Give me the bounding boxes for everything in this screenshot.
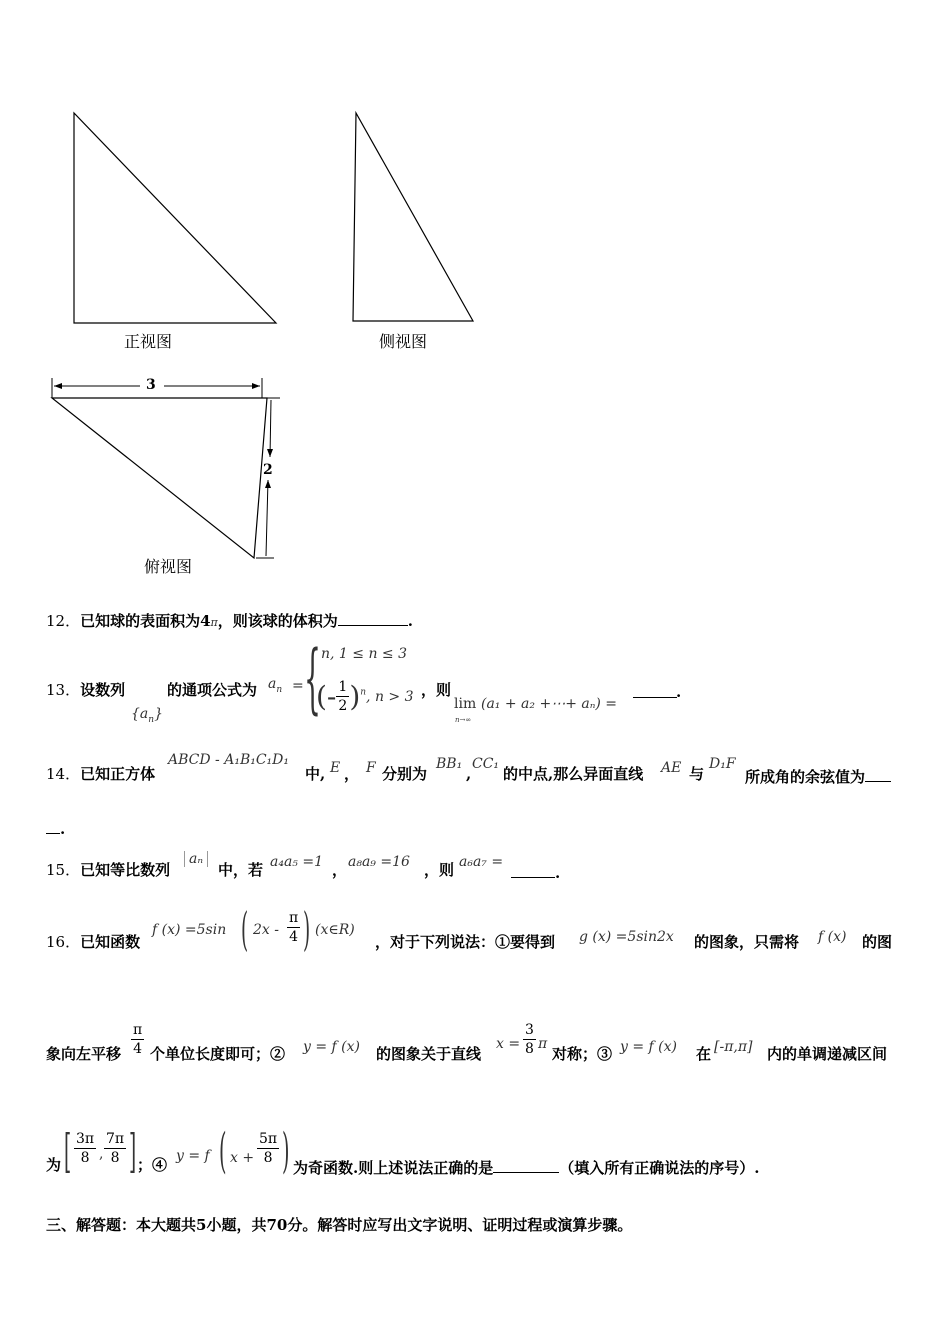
dim-width-label: 3 bbox=[146, 377, 156, 393]
side-view-label: 侧视图 bbox=[379, 332, 428, 351]
front-view-label: 正视图 bbox=[124, 332, 173, 351]
three-view-figure bbox=[0, 0, 950, 600]
answer-blank[interactable] bbox=[865, 767, 891, 782]
height-dimension bbox=[256, 398, 280, 558]
top-view-label: 俯视图 bbox=[144, 557, 193, 576]
side-view-triangle bbox=[353, 113, 473, 321]
case-2: (- $\frac{1}{2}$ )$^n$, n > 3 bbox=[316, 679, 414, 714]
case-1: n, 1 ≤ n ≤ 3 bbox=[321, 646, 408, 662]
answer-blank[interactable] bbox=[511, 863, 555, 878]
question-12: 12．已知球的表面积为4π，则该球的体积为 . bbox=[46, 612, 414, 630]
answer-blank[interactable] bbox=[338, 611, 408, 626]
front-view-triangle bbox=[74, 113, 276, 323]
width-dimension bbox=[52, 378, 262, 398]
answer-blank[interactable] bbox=[493, 1158, 559, 1173]
answer-blank[interactable] bbox=[633, 696, 677, 698]
top-view-triangle bbox=[52, 398, 267, 558]
section-3-heading: 三、解答题：本大题共5小题，共70分。解答时应写出文字说明、证明过程或演算步骤。 bbox=[46, 1216, 633, 1234]
dim-height-label: 2 bbox=[263, 462, 273, 478]
